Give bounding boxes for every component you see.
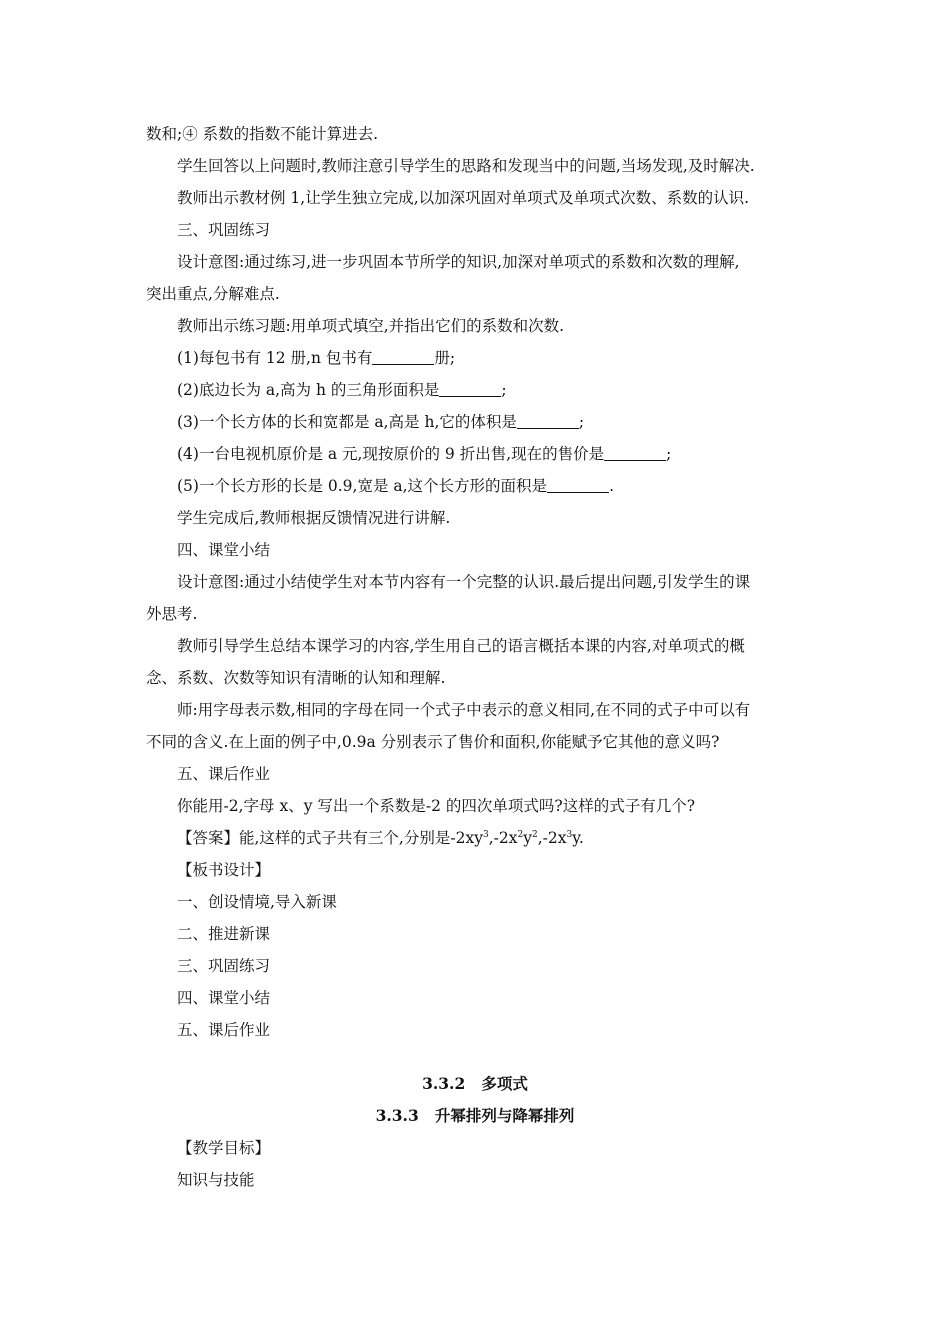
- exercise-text: (1)每包书有 12 册,n 包书有: [177, 349, 373, 367]
- exercise-text: (2)底边长为 a,高为 h 的三角形面积是: [177, 381, 440, 399]
- exercise-item: [177, 438, 817, 470]
- outline-item: 三、巩固练习: [177, 957, 271, 975]
- text-line: 不同的含义.在上面的例子中,0.9a 分别表示了售价和面积,你能赋予它其他的意义吗?: [146, 733, 720, 751]
- answer-blank: [604, 445, 666, 462]
- subsection-heading: 知识与技能: [177, 1171, 255, 1189]
- text-line: 念、系数、次数等知识有清晰的认知和理解.: [146, 669, 446, 687]
- outline-item: 二、推进新课: [177, 925, 271, 943]
- section-heading: 三、巩固练习: [177, 221, 271, 239]
- lesson-title: 3.3.2 多项式: [422, 1074, 528, 1093]
- exercise-text: (5)一个长方形的长是 0.9,宽是 a,这个长方形的面积是: [177, 477, 548, 495]
- text-line: 外思考.: [146, 605, 198, 623]
- text-line: 学生完成后,教师根据反馈情况进行讲解.: [177, 509, 451, 527]
- exponent: 2: [517, 830, 524, 840]
- exercise-text: ;: [578, 413, 585, 431]
- answer-text: y.: [572, 829, 584, 847]
- lesson-title: 3.3.3 升幂排列与降幂排列: [375, 1106, 575, 1125]
- exercise-text: (4)一台电视机原价是 a 元,现按原价的 9 折出售,现在的售价是: [177, 445, 605, 463]
- answer-blank: [372, 349, 434, 366]
- exercise-text: ;: [666, 445, 672, 463]
- text-line: 数和;④ 系数的指数不能计算进去.: [146, 125, 379, 143]
- answer-text: 【答案】能,这样的式子共有三个,分别是-2xy: [177, 829, 483, 847]
- outline-item: 四、课堂小结: [177, 989, 271, 1007]
- exercise-item: [177, 406, 817, 438]
- section-heading: 【教学目标】: [177, 1139, 271, 1157]
- text-line: 师:用字母表示数,相同的字母在同一个式子中表示的意义相同,在不同的式子中可以有: [177, 701, 751, 719]
- text-line: 设计意图:通过小结使学生对本节内容有一个完整的认识.最后提出问题,引发学生的课: [177, 573, 751, 591]
- exercise-text: .: [609, 477, 614, 495]
- text-line: 教师引导学生总结本课学习的内容,学生用自己的语言概括本课的内容,对单项式的概: [177, 637, 745, 655]
- exponent: 2: [531, 830, 538, 840]
- section-heading: 五、课后作业: [177, 765, 271, 783]
- text-line: 你能用-2,字母 x、y 写出一个系数是-2 的四次单项式吗?这样的式子有几个?: [177, 797, 696, 815]
- answer-text: y: [523, 829, 532, 847]
- text-line: 学生回答以上问题时,教师注意引导学生的思路和发现当中的问题,当场发现,及时解决.: [177, 157, 755, 175]
- section-heading: 【板书设计】: [177, 861, 271, 879]
- answer-text: ,-2x: [488, 829, 518, 847]
- answer-line: [177, 822, 817, 854]
- answer-blank: [547, 477, 609, 494]
- outline-item: 五、课后作业: [177, 1021, 271, 1039]
- exercise-text: (3)一个长方体的长和宽都是 a,高是 h,它的体积是: [177, 413, 517, 431]
- text-line: 教师出示教材例 1,让学生独立完成,以加深巩固对单项式及单项式次数、系数的认识.: [177, 189, 750, 207]
- exercise-item: [177, 374, 817, 406]
- section-heading: 四、课堂小结: [177, 541, 271, 559]
- exercise-text: ;: [501, 381, 507, 399]
- text-line: 教师出示练习题:用单项式填空,并指出它们的系数和次数.: [177, 317, 565, 335]
- answer-blank: [439, 381, 501, 398]
- text-line: 突出重点,分解难点.: [146, 285, 280, 303]
- answer-blank: [517, 413, 579, 430]
- outline-item: 一、创设情境,导入新课: [177, 893, 337, 911]
- exercise-item: [177, 470, 817, 502]
- exponent: 3: [482, 830, 489, 840]
- text-line: 设计意图:通过练习,进一步巩固本节所学的知识,加深对单项式的系数和次数的理解,: [177, 253, 740, 271]
- exercise-item: [177, 342, 817, 374]
- answer-text: ,-2x: [537, 829, 567, 847]
- exponent: 3: [566, 830, 573, 840]
- exercise-text: 册;: [434, 349, 456, 367]
